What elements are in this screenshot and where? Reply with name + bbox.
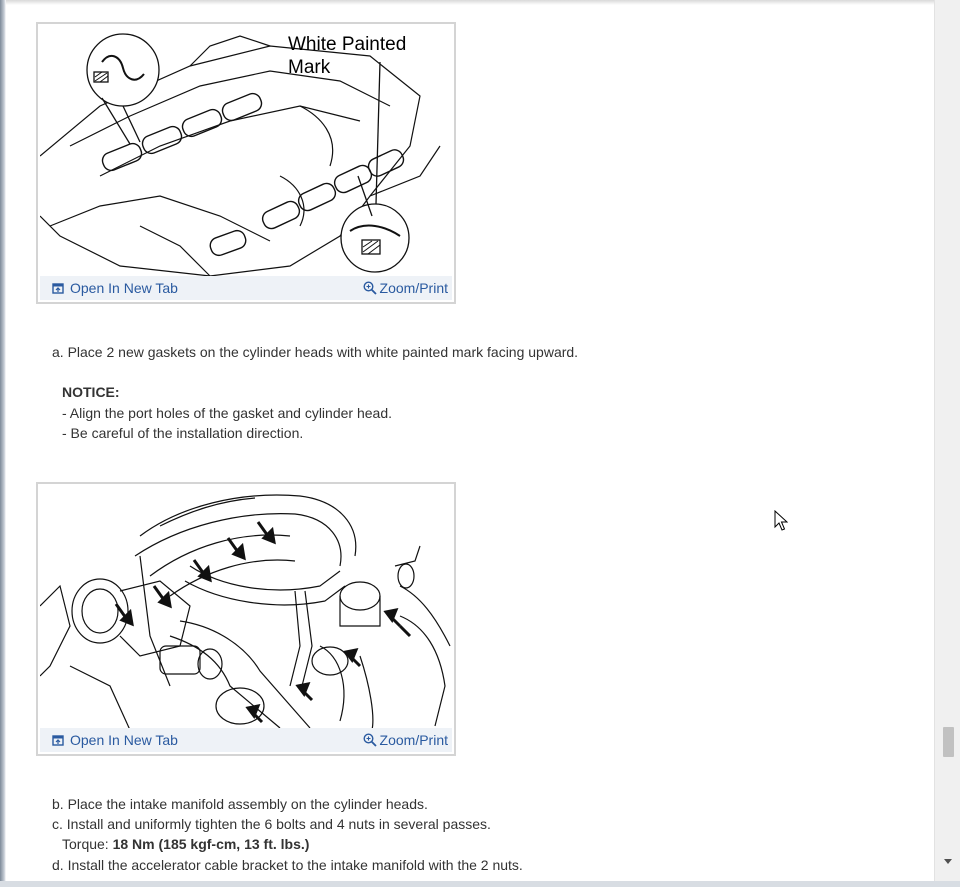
open-in-new-tab-icon <box>52 282 64 294</box>
scroll-down-arrow-icon[interactable] <box>944 859 952 864</box>
zoom-print-label: Zoom/Print <box>379 732 448 748</box>
intake-manifold-figure <box>36 482 456 756</box>
zoom-magnifier-icon <box>363 281 377 295</box>
notice-item: - Be careful of the installation direction. <box>62 425 304 441</box>
open-in-new-tab-label: Open In New Tab <box>70 280 178 296</box>
notice-heading <box>62 384 120 400</box>
step-a: a. Place 2 new gaskets on the cylinder heads with white painted mark facing upward. <box>52 344 579 360</box>
window-bottom-edge <box>0 881 960 887</box>
vertical-scrollbar[interactable] <box>934 0 960 887</box>
zoom-magnifier-icon <box>363 733 377 747</box>
zoom-print-link[interactable] <box>363 732 448 748</box>
callout-label-line2: Mark <box>288 57 331 78</box>
notice-heading-text: NOTICE: <box>62 384 120 400</box>
zoom-print-link[interactable] <box>363 280 448 296</box>
open-in-new-tab-link[interactable] <box>52 280 178 296</box>
intake-manifold-illustration <box>40 486 454 730</box>
zoom-print-label: Zoom/Print <box>379 280 448 296</box>
scrollbar-thumb[interactable] <box>943 727 954 757</box>
window-left-edge <box>0 0 6 887</box>
torque-label: Torque: <box>62 836 113 852</box>
notice-item: - Align the port holes of the gasket and cylinder head. <box>62 405 392 421</box>
step-c: c. Install and uniformly tighten the 6 bolts and 4 nuts in several passes. <box>52 816 491 832</box>
figure-toolbar <box>40 728 452 752</box>
top-shadow <box>0 0 934 5</box>
open-in-new-tab-label: Open In New Tab <box>70 732 178 748</box>
torque-value: 18 Nm (185 kgf-cm, 13 ft. lbs.) <box>112 836 310 852</box>
open-in-new-tab-link[interactable] <box>52 732 178 748</box>
gasket-illustration <box>40 26 454 278</box>
step-d: d. Install the accelerator cable bracket to the intake manifold with the 2 nuts. <box>52 857 523 873</box>
step-b: b. Place the intake manifold assembly on the cylinder heads. <box>52 796 428 812</box>
open-in-new-tab-icon <box>52 734 64 746</box>
torque-spec <box>62 836 309 852</box>
figure-toolbar <box>40 276 452 300</box>
mouse-pointer-icon <box>774 510 788 532</box>
callout-label-line1: White Painted <box>288 34 407 55</box>
gasket-figure <box>36 22 456 304</box>
